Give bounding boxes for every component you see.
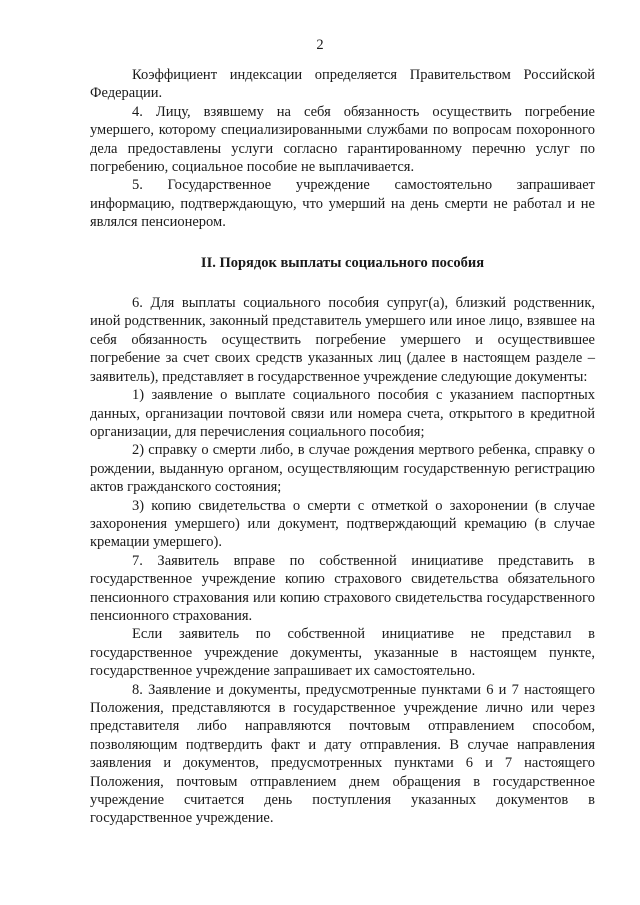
list-item-3: 3) копию свидетельства о смерти с отметкой о захоронении (в случае захоронения умершего) или документ, подтверждающий кремацию (в случае кремации умершего).	[90, 497, 595, 551]
list-item-2: 2) справку о смерти либо, в случае рождения мертвого ребенка, справку о рождении, выданную органом, осуществляющим государственную регистрацию актов гражданского состояния;	[90, 442, 595, 496]
paragraph-7: 7. Заявитель вправе по собственной инициативе представить в государственное учреждение копию страхового свидетельства обязательного пенсионного страхования или копию страхового свидетельства государственного пенсионного страхования.	[90, 552, 595, 624]
document-body	[90, 66, 595, 828]
paragraph-5: 5. Государственное учреждение самостоятельно запрашивает информацию, подтверждающую, что умерший на день смерти не работал и не являлся пенсионером.	[90, 177, 595, 231]
paragraph-4: 4. Лицу, взявшему на себя обязанность осуществить погребение умершего, которому специализированными службами по вопросам похоронного дела предоставлены услуги согласно гарантированному перечню услуг по погребению, социальное пособие не выплачивается.	[90, 103, 595, 176]
paragraph-8: 8. Заявление и документы, предусмотренные пунктами 6 и 7 настоящего Положения, представляются в государственное учреждение лично или через представителя либо направляются почтовым отправлением способом, позволяющим подтвердить факт и дату отправления. В случае направления заявления и документов, предусмотренных пунктами 6 и 7 настоящего Положения, почтовым отправлением днем обращения в государственное учреждение считается день поступления указанных документов в государственное учреждение.	[90, 681, 595, 827]
paragraph-7-continued: Если заявитель по собственной инициативе не представил в государственное учреждение документы, указанные в настоящем пункте, государственное учреждение запрашивает их самостоятельно.	[90, 626, 595, 680]
section-heading: II. Порядок выплаты социального пособия	[200, 254, 485, 271]
list-item-1: 1) заявление о выплате социального пособия с указанием паспортных данных, организации почтовой связи или номера счета, открытого в кредитной организации, для перечисления социального пособия;	[90, 387, 595, 440]
page-number: 2	[316, 37, 324, 53]
paragraph-6: 6. Для выплаты социального пособия супруг(а), близкий родственник, иной родственник, законный представитель умершего или иное лицо, взявшее на себя обязанность осуществить погребение умершего и осуществившее погребение за счет своих средств указанных лиц (далее в настоящем разделе – заявитель), представляет в государственное учреждение следующие документы:	[90, 295, 595, 385]
paragraph-coefficient: Коэффициент индексации определяется Правительством Российской Федерации.	[90, 67, 595, 102]
